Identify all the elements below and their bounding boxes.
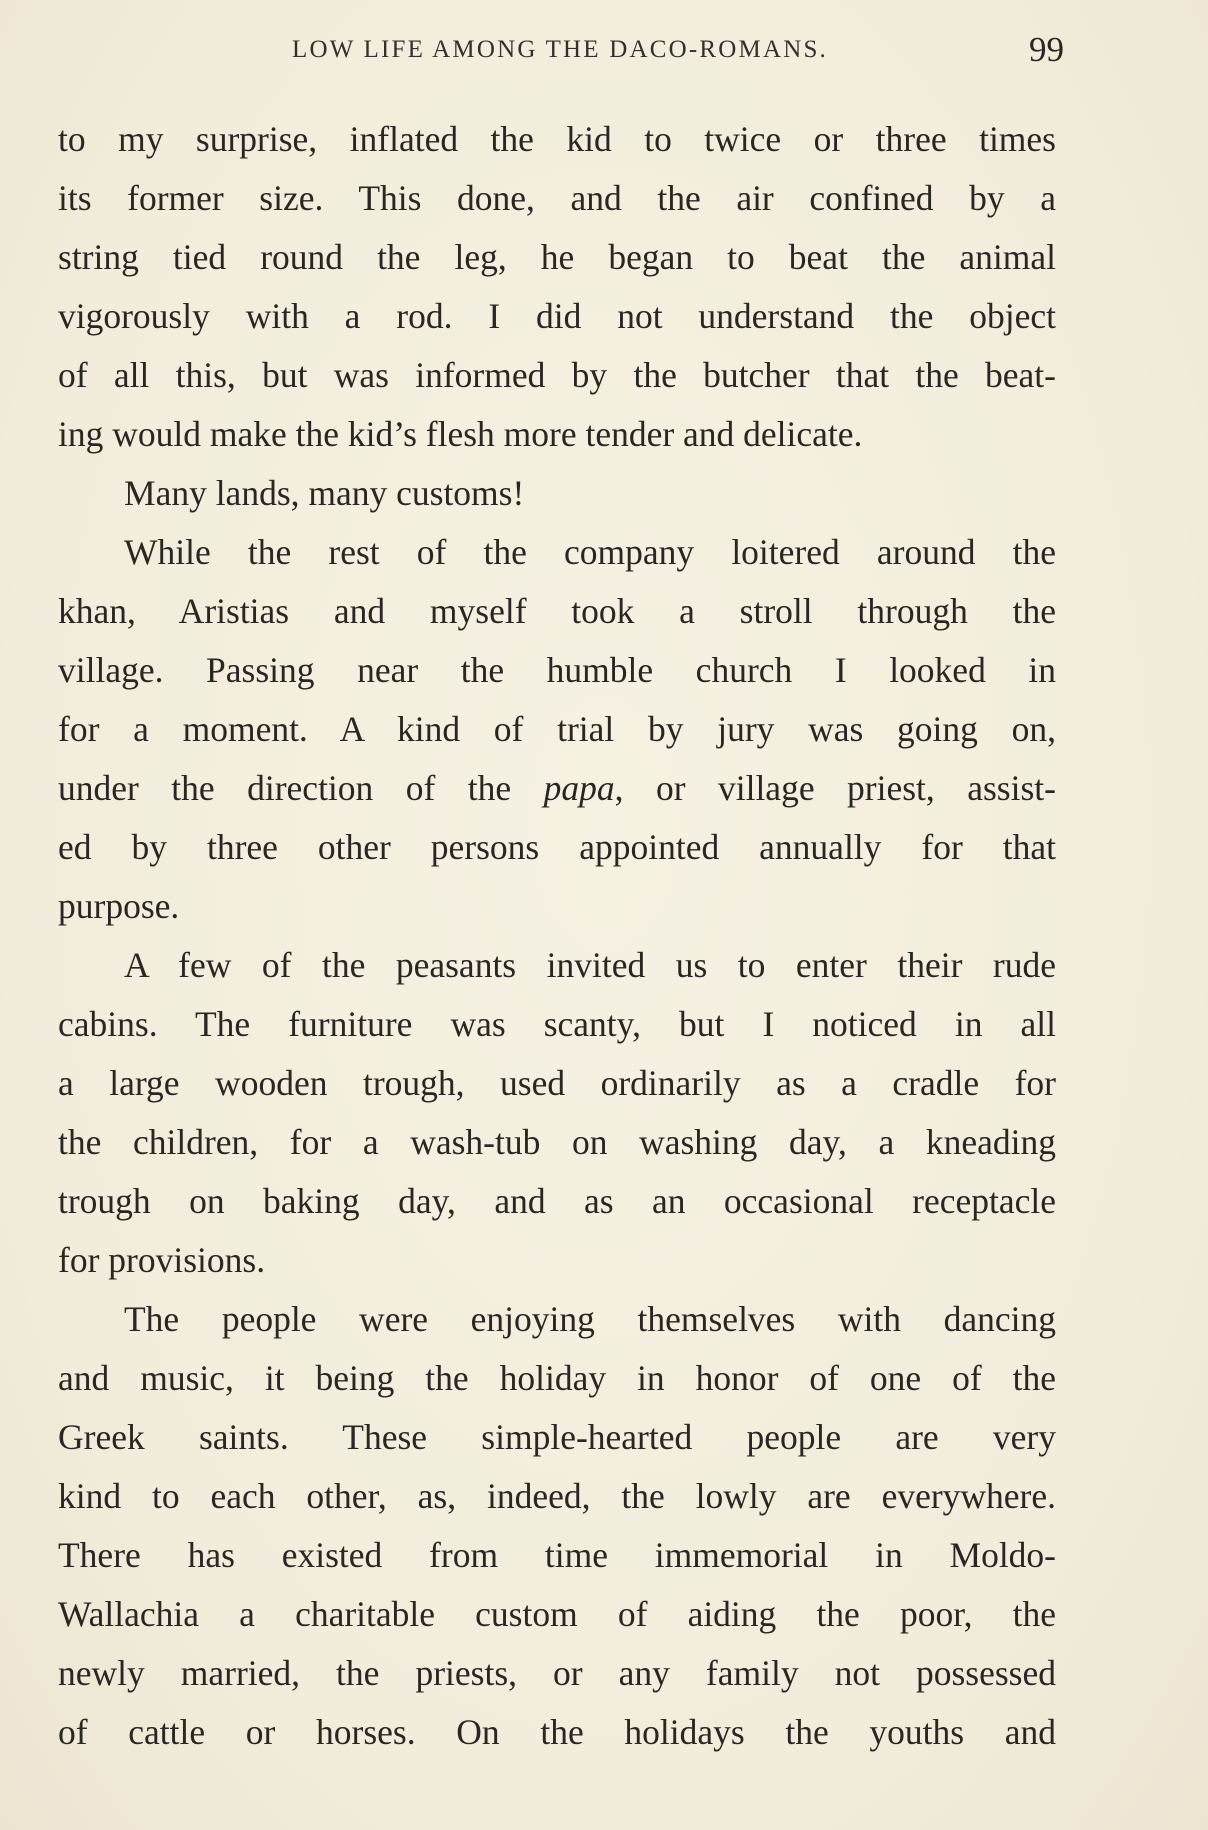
- italic-term: papa: [543, 768, 615, 808]
- text-line: There has existed from time immemorial in Moldo-: [58, 1535, 1056, 1575]
- text-line: and music, it being the holiday in honor of one of the: [58, 1358, 1056, 1398]
- text-line: Greek saints. These simple-hearted people are very: [58, 1417, 1056, 1457]
- text-line: its former size. This done, and the air confined by a: [58, 178, 1056, 218]
- text-line: purpose.: [58, 886, 180, 926]
- text-line-with-italic: [58, 759, 1056, 818]
- text-line: Many lands, many customs!: [124, 473, 525, 513]
- text-line: A few of the peasants invited us to enter their rude: [124, 945, 1056, 985]
- body-text: [58, 110, 1056, 1762]
- text-line: for a moment. A kind of trial by jury was going on,: [58, 709, 1056, 749]
- text-line: for provisions.: [58, 1240, 266, 1280]
- paragraph-4: [58, 936, 1056, 1290]
- text-line: string tied round the leg, he began to beat the animal: [58, 237, 1056, 277]
- text-line: While the rest of the company loitered around the: [124, 532, 1056, 572]
- text-line: newly married, the priests, or any family not possessed: [58, 1653, 1056, 1693]
- text-fragment: , or village priest, assist-: [614, 768, 1056, 808]
- text-line: of all this, but was informed by the butcher that the beat-: [58, 355, 1056, 395]
- text-line: ing would make the kid’s flesh more tender and delicate.: [58, 414, 863, 454]
- page-header: [60, 30, 1064, 74]
- paragraph-1: [58, 110, 1056, 464]
- text-line: ed by three other persons appointed annually for that: [58, 827, 1056, 867]
- text-line: Wallachia a charitable custom of aiding the poor, the: [58, 1594, 1056, 1634]
- text-line: village. Passing near the humble church I looked in: [58, 650, 1056, 690]
- text-line: vigorously with a rod. I did not understand the object: [58, 296, 1056, 336]
- paragraph-5: [58, 1290, 1056, 1762]
- text-line: to my surprise, inflated the kid to twice or three times: [58, 119, 1056, 159]
- text-line: kind to each other, as, indeed, the lowly are everywhere.: [58, 1476, 1056, 1516]
- text-line: The people were enjoying themselves with dancing: [124, 1299, 1056, 1339]
- text-line: trough on baking day, and as an occasional receptacle: [58, 1181, 1056, 1221]
- paragraph-2: [58, 464, 1056, 523]
- text-line: a large wooden trough, used ordinarily as a cradle for: [58, 1063, 1056, 1103]
- text-line: of cattle or horses. On the holidays the youths and: [58, 1712, 1056, 1752]
- text-fragment: under the direction of the: [58, 768, 544, 808]
- running-head: LOW LIFE AMONG THE DACO-ROMANS.: [291, 36, 829, 63]
- paragraph-3: [58, 523, 1056, 936]
- text-line: the children, for a wash-tub on washing day, a kneading: [58, 1122, 1056, 1162]
- text-line: cabins. The furniture was scanty, but I noticed in all: [58, 1004, 1056, 1044]
- page-number: 99: [1029, 30, 1064, 69]
- text-line: khan, Aristias and myself took a stroll through the: [58, 591, 1056, 631]
